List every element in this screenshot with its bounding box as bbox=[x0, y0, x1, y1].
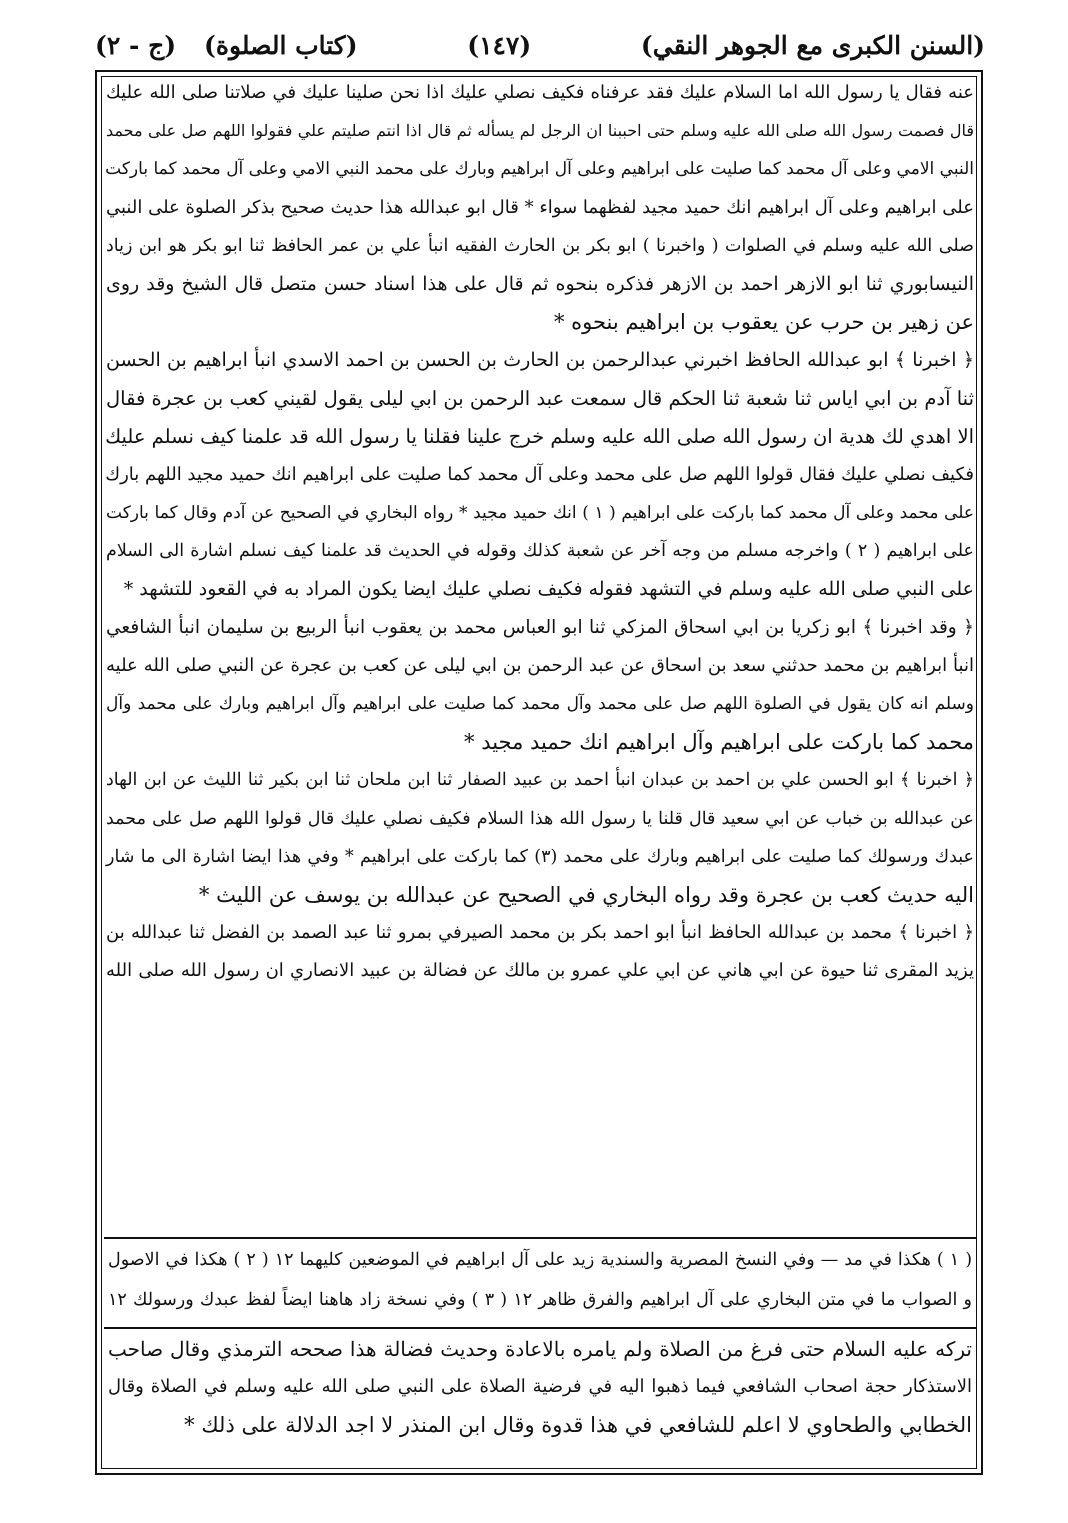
text-line: عن زهير بن حرب عن يعقوب بن ابراهيم بنحوه * bbox=[553, 310, 974, 335]
text-line: ﴿ اخبرنا ﴾ ابو الحسن علي بن احمد بن عبدان انبأ احمد بن عبيد الصفار ثنا ابن ملحان ثنا ابن بكير ثنا الليث عن ابن الهاد bbox=[106, 770, 974, 791]
text-line: فكيف نصلي عليك فقال قولوا اللهم صل على محمد وعلى آل محمد كما صليت على ابراهيم انك حميد مجيد اللهم بارك bbox=[105, 463, 974, 485]
text-line: عن عبدالله بن خباب عن ابي سعيد قال قلنا يا رسول الله هذا السلام فكيف نصلي عليك قال قولوا اللهم صل على محمد bbox=[106, 808, 974, 829]
text-line: الا اهدي لك هدية ان رسول الله صلى الله عليه وسلم خرج علينا فقلنا يا رسول الله قد علمنا كيف نسلم عليك bbox=[105, 424, 974, 448]
volume-number: (ج - ٢) bbox=[95, 30, 177, 60]
commentary-line: الاستذكار حجة اصحاب الشافعي فيما ذهبوا اليه في فرضية الصلاة على النبي صلى الله عليه وسلم في الصلاة وقال bbox=[108, 1376, 972, 1397]
main-text bbox=[104, 74, 976, 991]
text-line: ﴿ اخبرنا ﴾ محمد بن عبدالله الحافظ انبأ ابو احمد بكر بن محمد الصيرفي بمرو ثنا عبد الصمد بن الفضل ثنا عبدالله بن bbox=[106, 922, 974, 944]
text-line: النيسابوري ثنا ابو الازهر احمد بن الازهر فذكره بنحوه ثم قال على هذا اسناد حسن متصل قال الشيخ وقد روى bbox=[106, 272, 974, 295]
text-line: وسلم انه كان يقول في الصلوة اللهم صل على محمد وآل محمد كما صليت على ابراهيم وآل ابراهيم وبارك على محمد وآل bbox=[106, 694, 974, 714]
page-header bbox=[95, 22, 985, 68]
text-line: محمد كما باركت على ابراهيم وآل ابراهيم انك حميد مجيد * bbox=[464, 730, 974, 755]
text-line: ﴿ وقد اخبرنا ﴾ ابو زكريا بن ابي اسحاق المزكي ثنا ابو العباس محمد بن يعقوب انبأ الربيع بن سليمان انبأ الشافعي bbox=[106, 616, 974, 638]
text-line: قال فصمت رسول الله صلى الله عليه وسلم حتى احببنا ان الرجل لم يسأله ثم قال اذا انتم صليتم علي فقولوا اللهم صل على محمد bbox=[106, 121, 974, 141]
book-title: (السنن الكبرى مع الجوهر النقي) bbox=[640, 30, 985, 60]
commentary-line: الخطابي والطحاوي لا اعلم للشافعي في هذا قدوة وقال ابن المنذر لا اجد الدلالة على ذلك * bbox=[184, 1413, 972, 1437]
text-line: صلى الله عليه وسلم في الصلوات ( واخبرنا ) ابو بكر بن الحارث الفقيه انبأ علي بن عمر الحافظ ثنا ابو بكر هو ابن زياد bbox=[106, 235, 974, 256]
commentary-line: تركه عليه السلام حتى فرغ من الصلاة ولم يامره بالاعادة وحديث فضالة هذا صححه الترمذي وقال صاحب bbox=[108, 1337, 972, 1361]
chapter-title: (كتاب الصلوة) bbox=[204, 30, 358, 60]
text-line: على محمد وعلى آل محمد كما باركت على ابراهيم ( ١ ) انك حميد مجيد * رواه البخاري في الصحيح عن آدم وقال كما باركت bbox=[106, 503, 974, 524]
text-line: عنه فقال يا رسول الله اما السلام عليك فقد عرفناه فكيف نصلي عليك اذا نحن صلينا عليك في صلاتنا صلى الله عليك bbox=[106, 82, 974, 103]
text-line: انبأ ابراهيم بن محمد حدثني سعد بن اسحاق عن عبد الرحمن بن ابي ليلى عن كعب بن عجرة عن النبي صلى الله عليه bbox=[106, 654, 974, 676]
page-number: (١٤٧) bbox=[467, 30, 532, 60]
text-line: اليه حديث كعب بن عجرة وقد رواه البخاري في الصحيح عن عبدالله بن يوسف عن الليث * bbox=[198, 882, 974, 907]
commentary-text bbox=[104, 1330, 976, 1444]
footnotes bbox=[104, 1240, 976, 1320]
text-line: عبدك ورسولك كما صليت على ابراهيم وبارك على محمد (٣) كما باركت على ابراهيم * وفي هذا ايضا اشارة الى ما شار bbox=[106, 846, 974, 867]
text-line: على ابراهيم ( ٢ ) واخرجه مسلم من وجه آخر عن شعبة كذلك وقوله في الحديث قد علمنا كيف نسلم اشارة الى السلام bbox=[106, 541, 974, 562]
footnote-divider bbox=[104, 1237, 976, 1239]
text-line: النبي الامي وعلى آل محمد كما صليت على ابراهيم وعلى آل ابراهيم وبارك على محمد النبي الامي وعلى آل محمد كما باركت bbox=[105, 159, 974, 180]
text-line: على النبي صلى الله عليه وسلم في التشهد فقوله فكيف نصلي عليك ايضا يكون المراد به في القعود للتشهد * bbox=[123, 578, 974, 601]
commentary-divider bbox=[104, 1327, 976, 1329]
text-line: ثنا آدم بن ابي اياس ثنا شعبة ثنا الحكم قال سمعت عبد الرحمن بن ابي ليلى يقول لقيني كعب بن عجرة فقال bbox=[106, 386, 974, 410]
text-line: يزيد المقرى ثنا حيوة عن ابي هاني عن ابي علي عمرو بن مالك عن فضالة بن عبيد الانصاري ان رسول الله صلى الله bbox=[106, 960, 974, 982]
header-left-group bbox=[95, 31, 358, 60]
footnote-line: و الصواب ما في متن البخاري على آل ابراهيم والفرق ظاهر ١٢ ( ٣ ) وفي نسخة زاد هاهنا ايضاً لفظ عبدك ورسولك ١٢ bbox=[108, 1290, 972, 1310]
footnote-line: ( ١ ) هكذا في مد — وفي النسخ المصرية والسندية زيد على آل ابراهيم في الموضعين كليهما ١٢ ( ٢ ) هكذا في الاصول bbox=[108, 1250, 973, 1270]
text-line: على ابراهيم وعلى آل ابراهيم انك حميد مجيد لفظهما سواء * قال ابو عبدالله هذا حديث صحيح بذكر الصلوة على النبي bbox=[106, 196, 974, 218]
text-line: ﴿ اخبرنا ﴾ ابو عبدالله الحافظ اخبرني عبدالرحمن بن الحارث بن الحسن بن احمد الاسدي انبأ ابراهيم بن الحسن bbox=[106, 349, 975, 372]
